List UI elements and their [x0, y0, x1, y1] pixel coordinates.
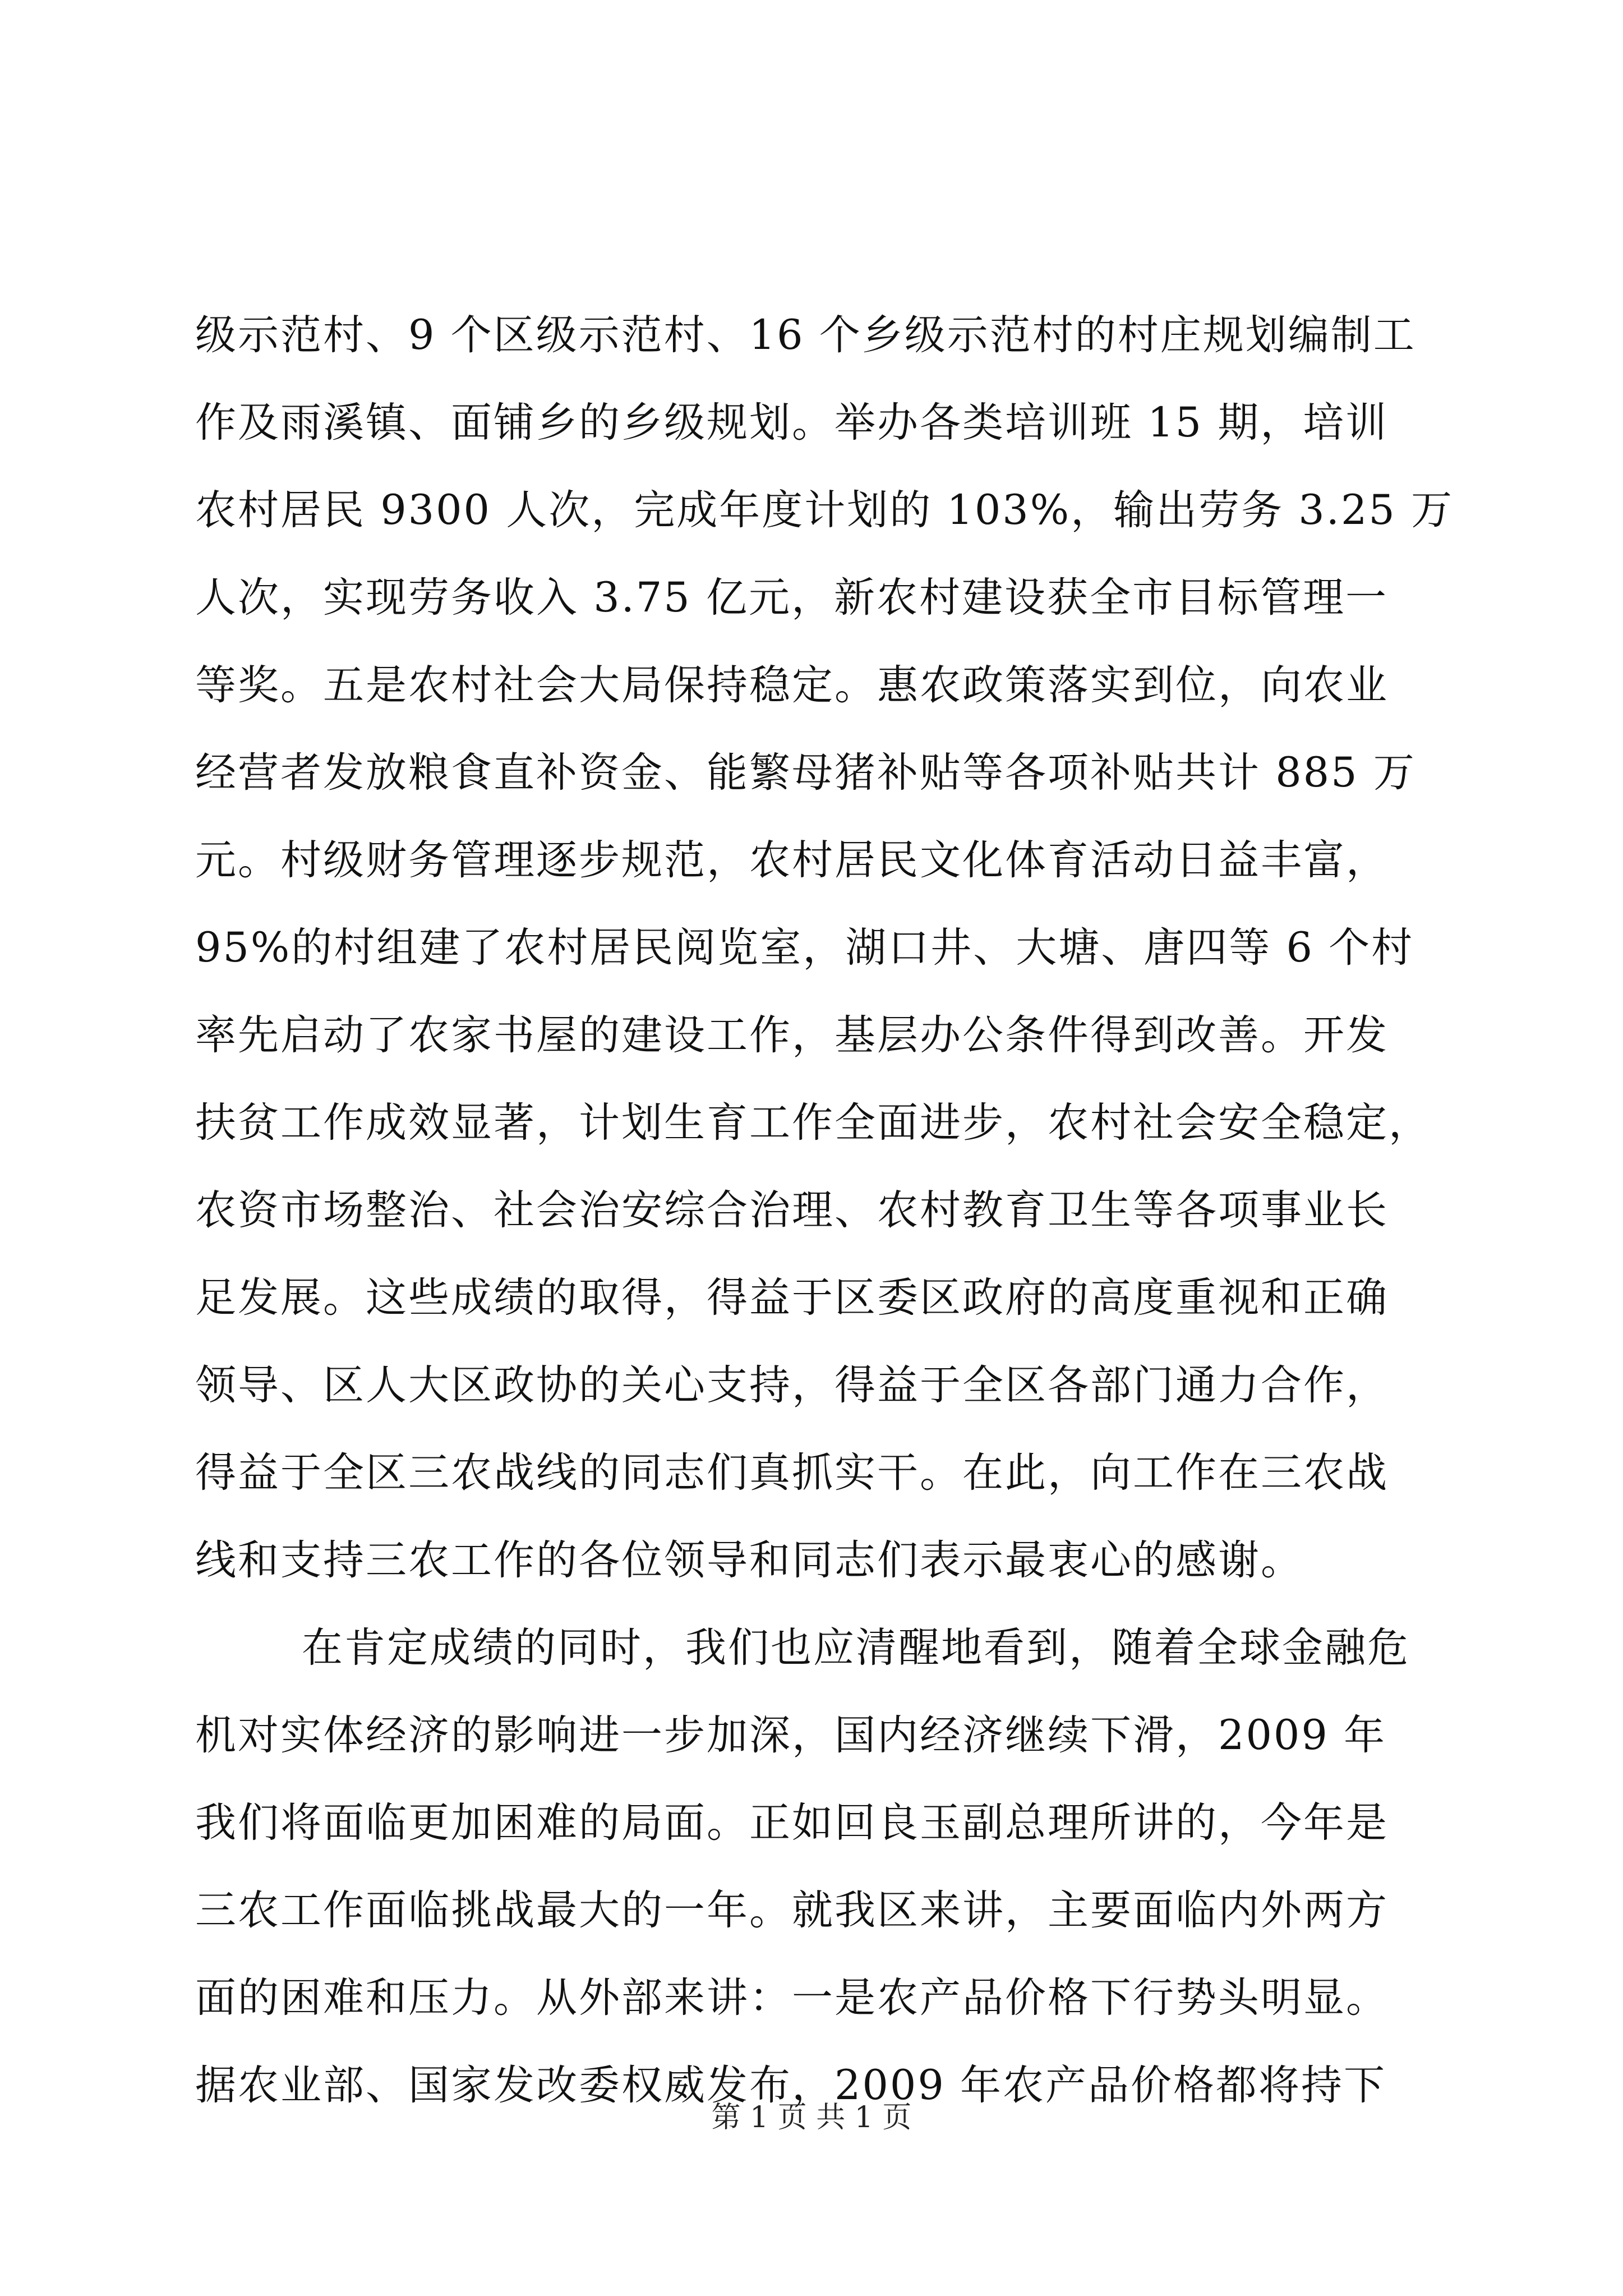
- body-text: [195, 292, 1454, 2129]
- text-line: 农村居民 9300 人次，完成年度计划的 103%，输出劳务 3.25 万: [195, 486, 1454, 534]
- text-line: 作及雨溪镇、面铺乡的乡级规划。举办各类培训班 15 期，培训: [195, 399, 1389, 447]
- text-line: 机对实体经济的影响进一步加深，国内经济继续下滑，2009 年: [195, 1711, 1386, 1759]
- text-line: 面的困难和压力。从外部来讲：一是农产品价格下行势头明显。: [195, 1974, 1389, 2022]
- text-line: 据农业部、国家发改委权威发布，2009 年农产品价格都将持下: [195, 2062, 1386, 2109]
- text-line: 等奖。五是农村社会大局保持稳定。惠农政策落实到位，向农业: [195, 661, 1389, 709]
- text-line: 三农工作面临挑战最大的一年。就我区来讲，主要面临内外两方: [195, 1887, 1389, 1934]
- page-footer: 第 1 页 共 1 页: [711, 2101, 912, 2134]
- text-line: 经营者发放粮食直补资金、能繁母猪补贴等各项补贴共计 885 万: [195, 749, 1416, 797]
- text-line: 领导、区人大区政协的关心支持，得益于全区各部门通力合作，: [195, 1361, 1389, 1409]
- text-line: 线和支持三农工作的各位领导和同志们表示最衷心的感谢。: [195, 1536, 1303, 1584]
- text-line: 得益于全区三农战线的同志们真抓实干。在此，向工作在三农战: [195, 1449, 1389, 1497]
- paragraph-first-line: 在肯定成绩的同时，我们也应清醒地看到，随着全球金融危: [302, 1624, 1410, 1672]
- text-line: 级示范村、9 个区级示范村、16 个乡级示范村的村庄规划编制工: [195, 311, 1416, 359]
- text-line: 元。村级财务管理逐步规范，农村居民文化体育活动日益丰富，: [195, 836, 1389, 884]
- text-line: 人次，实现劳务收入 3.75 亿元，新农村建设获全市目标管理一: [195, 574, 1388, 622]
- text-line: 扶贫工作成效显著，计划生育工作全面进步，农村社会安全稳定，: [195, 1099, 1431, 1147]
- text-line: 足发展。这些成绩的取得，得益于区委区政府的高度重视和正确: [195, 1274, 1389, 1322]
- text-line: 我们将面临更加困难的局面。正如回良玉副总理所讲的，今年是: [195, 1799, 1389, 1847]
- text-line: 95%的村组建了农村居民阅览室，湖口井、大塘、唐四等 6 个村: [195, 924, 1414, 972]
- text-line: 农资市场整治、社会治安综合治理、农村教育卫生等各项事业长: [195, 1186, 1389, 1234]
- text-line: 率先启动了农家书屋的建设工作，基层办公条件得到改善。开发: [195, 1011, 1389, 1059]
